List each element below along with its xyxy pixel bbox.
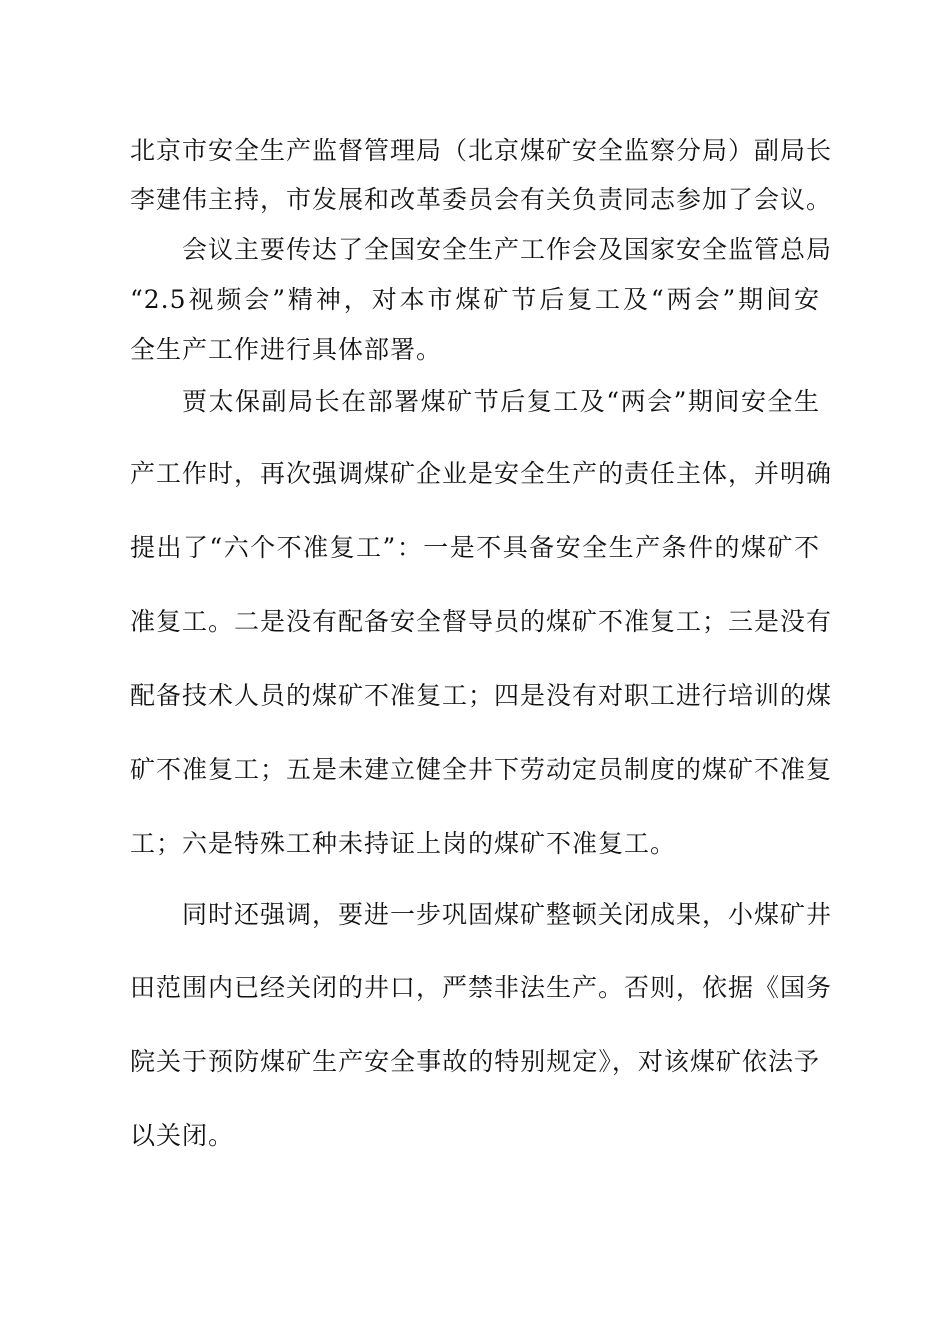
paragraph-3-line-2: 产工作时，再次强调煤矿企业是安全生产的责任主体，并明确 — [130, 459, 833, 488]
paragraph-2-line-1: 会议主要传达了全国安全生产工作会及国家安全监管总局 — [182, 235, 833, 264]
paragraph-3-line-6: 矿不准复工；五是未建立健全井下劳动定员制度的煤矿不准复 — [130, 755, 833, 784]
paragraph-4-line-3: 院关于预防煤矿生产安全事故的特别规定》，对该煤矿依法予 — [130, 1047, 820, 1076]
paragraph-4-line-2: 田范围内已经关闭的井口，严禁非法生产。否则，依据《国务 — [130, 973, 833, 1002]
paragraph-3-line-3: 提出了“六个不准复工”：一是不具备安全生产条件的煤矿不 — [130, 533, 820, 562]
paragraph-3-line-4: 准复工。二是没有配备安全督导员的煤矿不准复工；三是没有 — [130, 607, 833, 636]
paragraph-3-line-5: 配备技术人员的煤矿不准复工；四是没有对职工进行培训的煤 — [130, 681, 833, 710]
paragraph-2-line-2: “2.5视频会”精神，对本市煤矿节后复工及“两会”期间安 — [130, 285, 820, 314]
paragraph-1-line-1: 北京市安全生产监督管理局（北京煤矿安全监察分局）副局长 — [130, 136, 833, 165]
paragraph-3-line-1: 贾太保副局长在部署煤矿节后复工及“两会”期间安全生 — [182, 387, 820, 416]
paragraph-4-line-1: 同时还强调，要进一步巩固煤矿整顿关闭成果，小煤矿井 — [182, 900, 833, 929]
paragraph-3-line-7: 工；六是特殊工种未持证上岗的煤矿不准复工。 — [130, 829, 677, 858]
paragraph-1-line-2: 李建伟主持，市发展和改革委员会有关负责同志参加了会议。 — [130, 185, 833, 214]
paragraph-2-line-3: 全生产工作进行具体部署。 — [130, 335, 443, 364]
paragraph-4-line-4: 以关闭。 — [130, 1121, 235, 1150]
